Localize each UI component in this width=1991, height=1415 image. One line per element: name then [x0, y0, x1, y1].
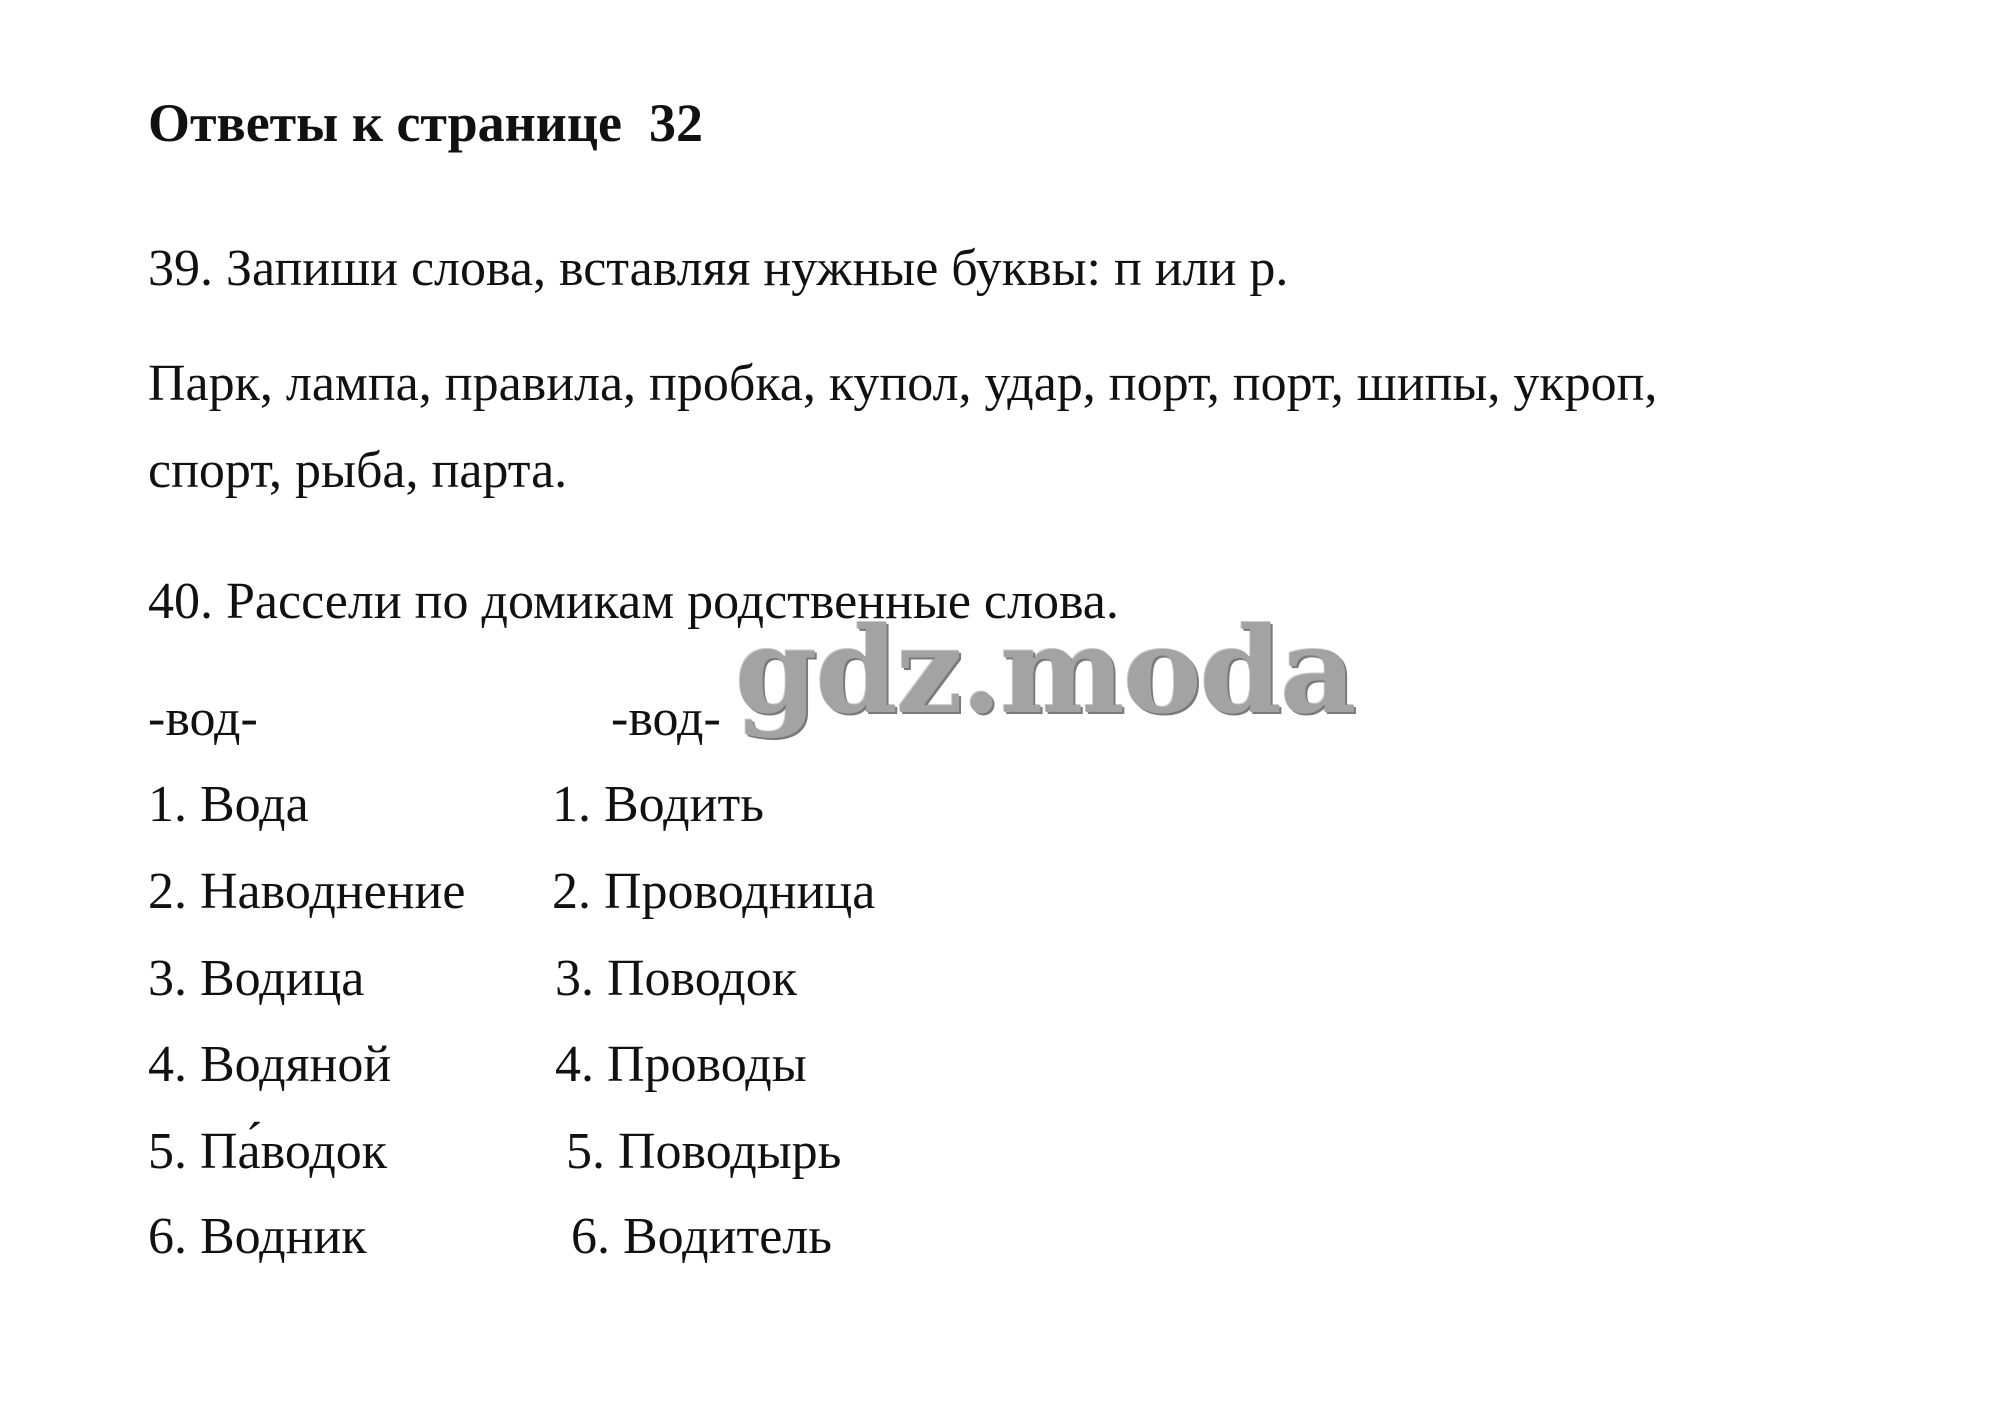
task-39-heading: 39. Запиши слова, вставляя нужные буквы: п или р. — [148, 240, 1289, 297]
watermark: gdz.moda — [735, 601, 1355, 740]
column-1-item: 5. Па́водок — [148, 1123, 388, 1180]
column-1-header: -вод- — [148, 690, 258, 747]
column-1-item: 2. Наводнение — [148, 863, 466, 920]
column-1-item: 6. Водник — [148, 1208, 367, 1265]
page-title: Ответы к странице 32 — [148, 93, 703, 153]
task-39-answer-line-1: Парк, лампа, правила, пробка, купол, удар, порт, порт, шипы, укроп, — [148, 355, 1658, 412]
task-39-answer-line-2: спорт, рыба, парта. — [148, 442, 568, 499]
task-40-heading: 40. Рассели по домикам родственные слова. — [148, 573, 1119, 630]
column-2-item: 3. Поводок — [555, 950, 797, 1007]
column-2-item: 1. Водить — [552, 776, 764, 833]
column-1-item: 4. Водяной — [148, 1036, 392, 1093]
column-2-item: 4. Проводы — [555, 1036, 807, 1093]
column-2-header: -вод- — [611, 690, 721, 747]
column-2-item: 2. Проводница — [552, 863, 876, 920]
column-1-item: 3. Водица — [148, 950, 365, 1007]
column-2-item: 5. Поводырь — [566, 1123, 842, 1180]
column-2-item: 6. Водитель — [571, 1208, 832, 1265]
column-1-item: 1. Вода — [148, 776, 309, 833]
